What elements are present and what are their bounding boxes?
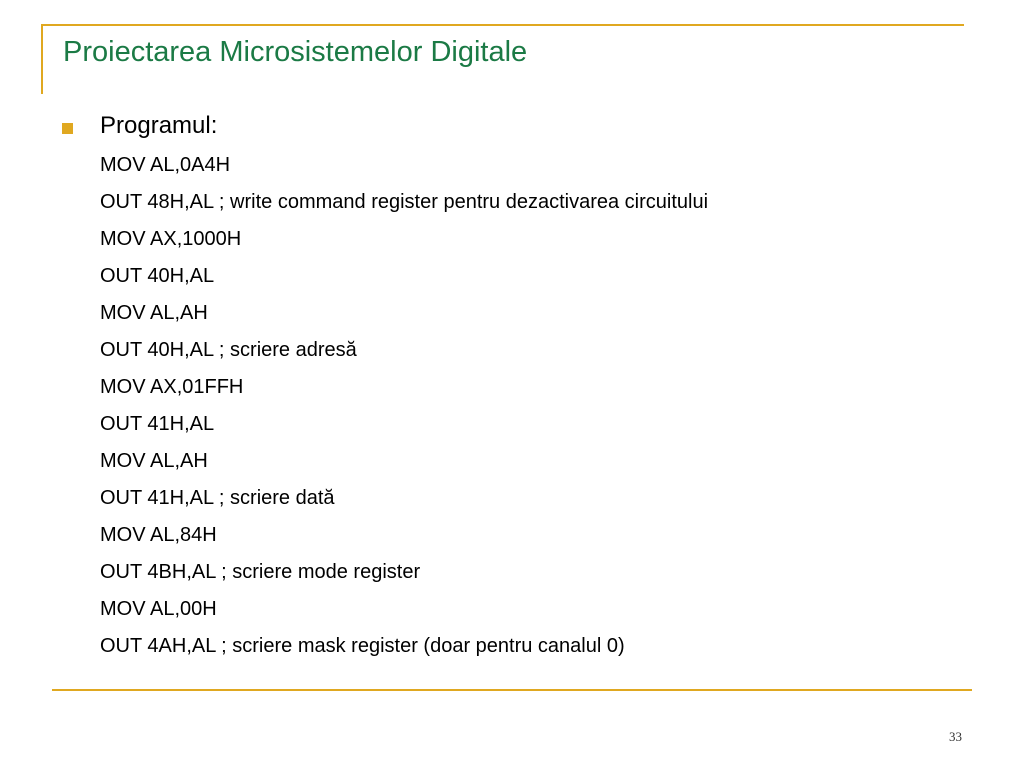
bullet-label: Programul: — [100, 112, 218, 139]
code-line: MOV AX,1000H — [100, 228, 242, 250]
frame-left-rule — [41, 24, 43, 94]
code-line: OUT 4AH,AL ; scriere mask register (doar pentru canalul 0) — [100, 635, 625, 657]
code-line: MOV AL,0A4H — [100, 154, 231, 176]
code-listing — [62, 147, 962, 665]
code-line: MOV AL,00H — [100, 598, 217, 620]
code-line: OUT 41H,AL ; scriere dată — [100, 487, 335, 509]
code-line: OUT 41H,AL — [100, 413, 215, 435]
code-line: OUT 4BH,AL ; scriere mode register — [100, 561, 421, 583]
code-line: MOV AX,01FFH — [100, 376, 244, 398]
code-line: OUT 48H,AL ; write command register pentru dezactivarea circuitului — [100, 191, 709, 213]
footer-rule — [52, 689, 972, 691]
code-line: OUT 40H,AL ; scriere adresă — [100, 339, 357, 361]
slide-title: Proiectarea Microsistemelor Digitale — [63, 36, 528, 68]
square-bullet-icon — [62, 123, 73, 134]
code-line: MOV AL,AH — [100, 450, 208, 472]
page-number: 33 — [949, 729, 962, 744]
code-line: MOV AL,AH — [100, 302, 208, 324]
code-line: MOV AL,84H — [100, 524, 217, 546]
bullet-item — [62, 110, 962, 147]
code-line: OUT 40H,AL — [100, 265, 215, 287]
frame-top-rule — [41, 24, 964, 26]
slide-content — [62, 110, 962, 665]
